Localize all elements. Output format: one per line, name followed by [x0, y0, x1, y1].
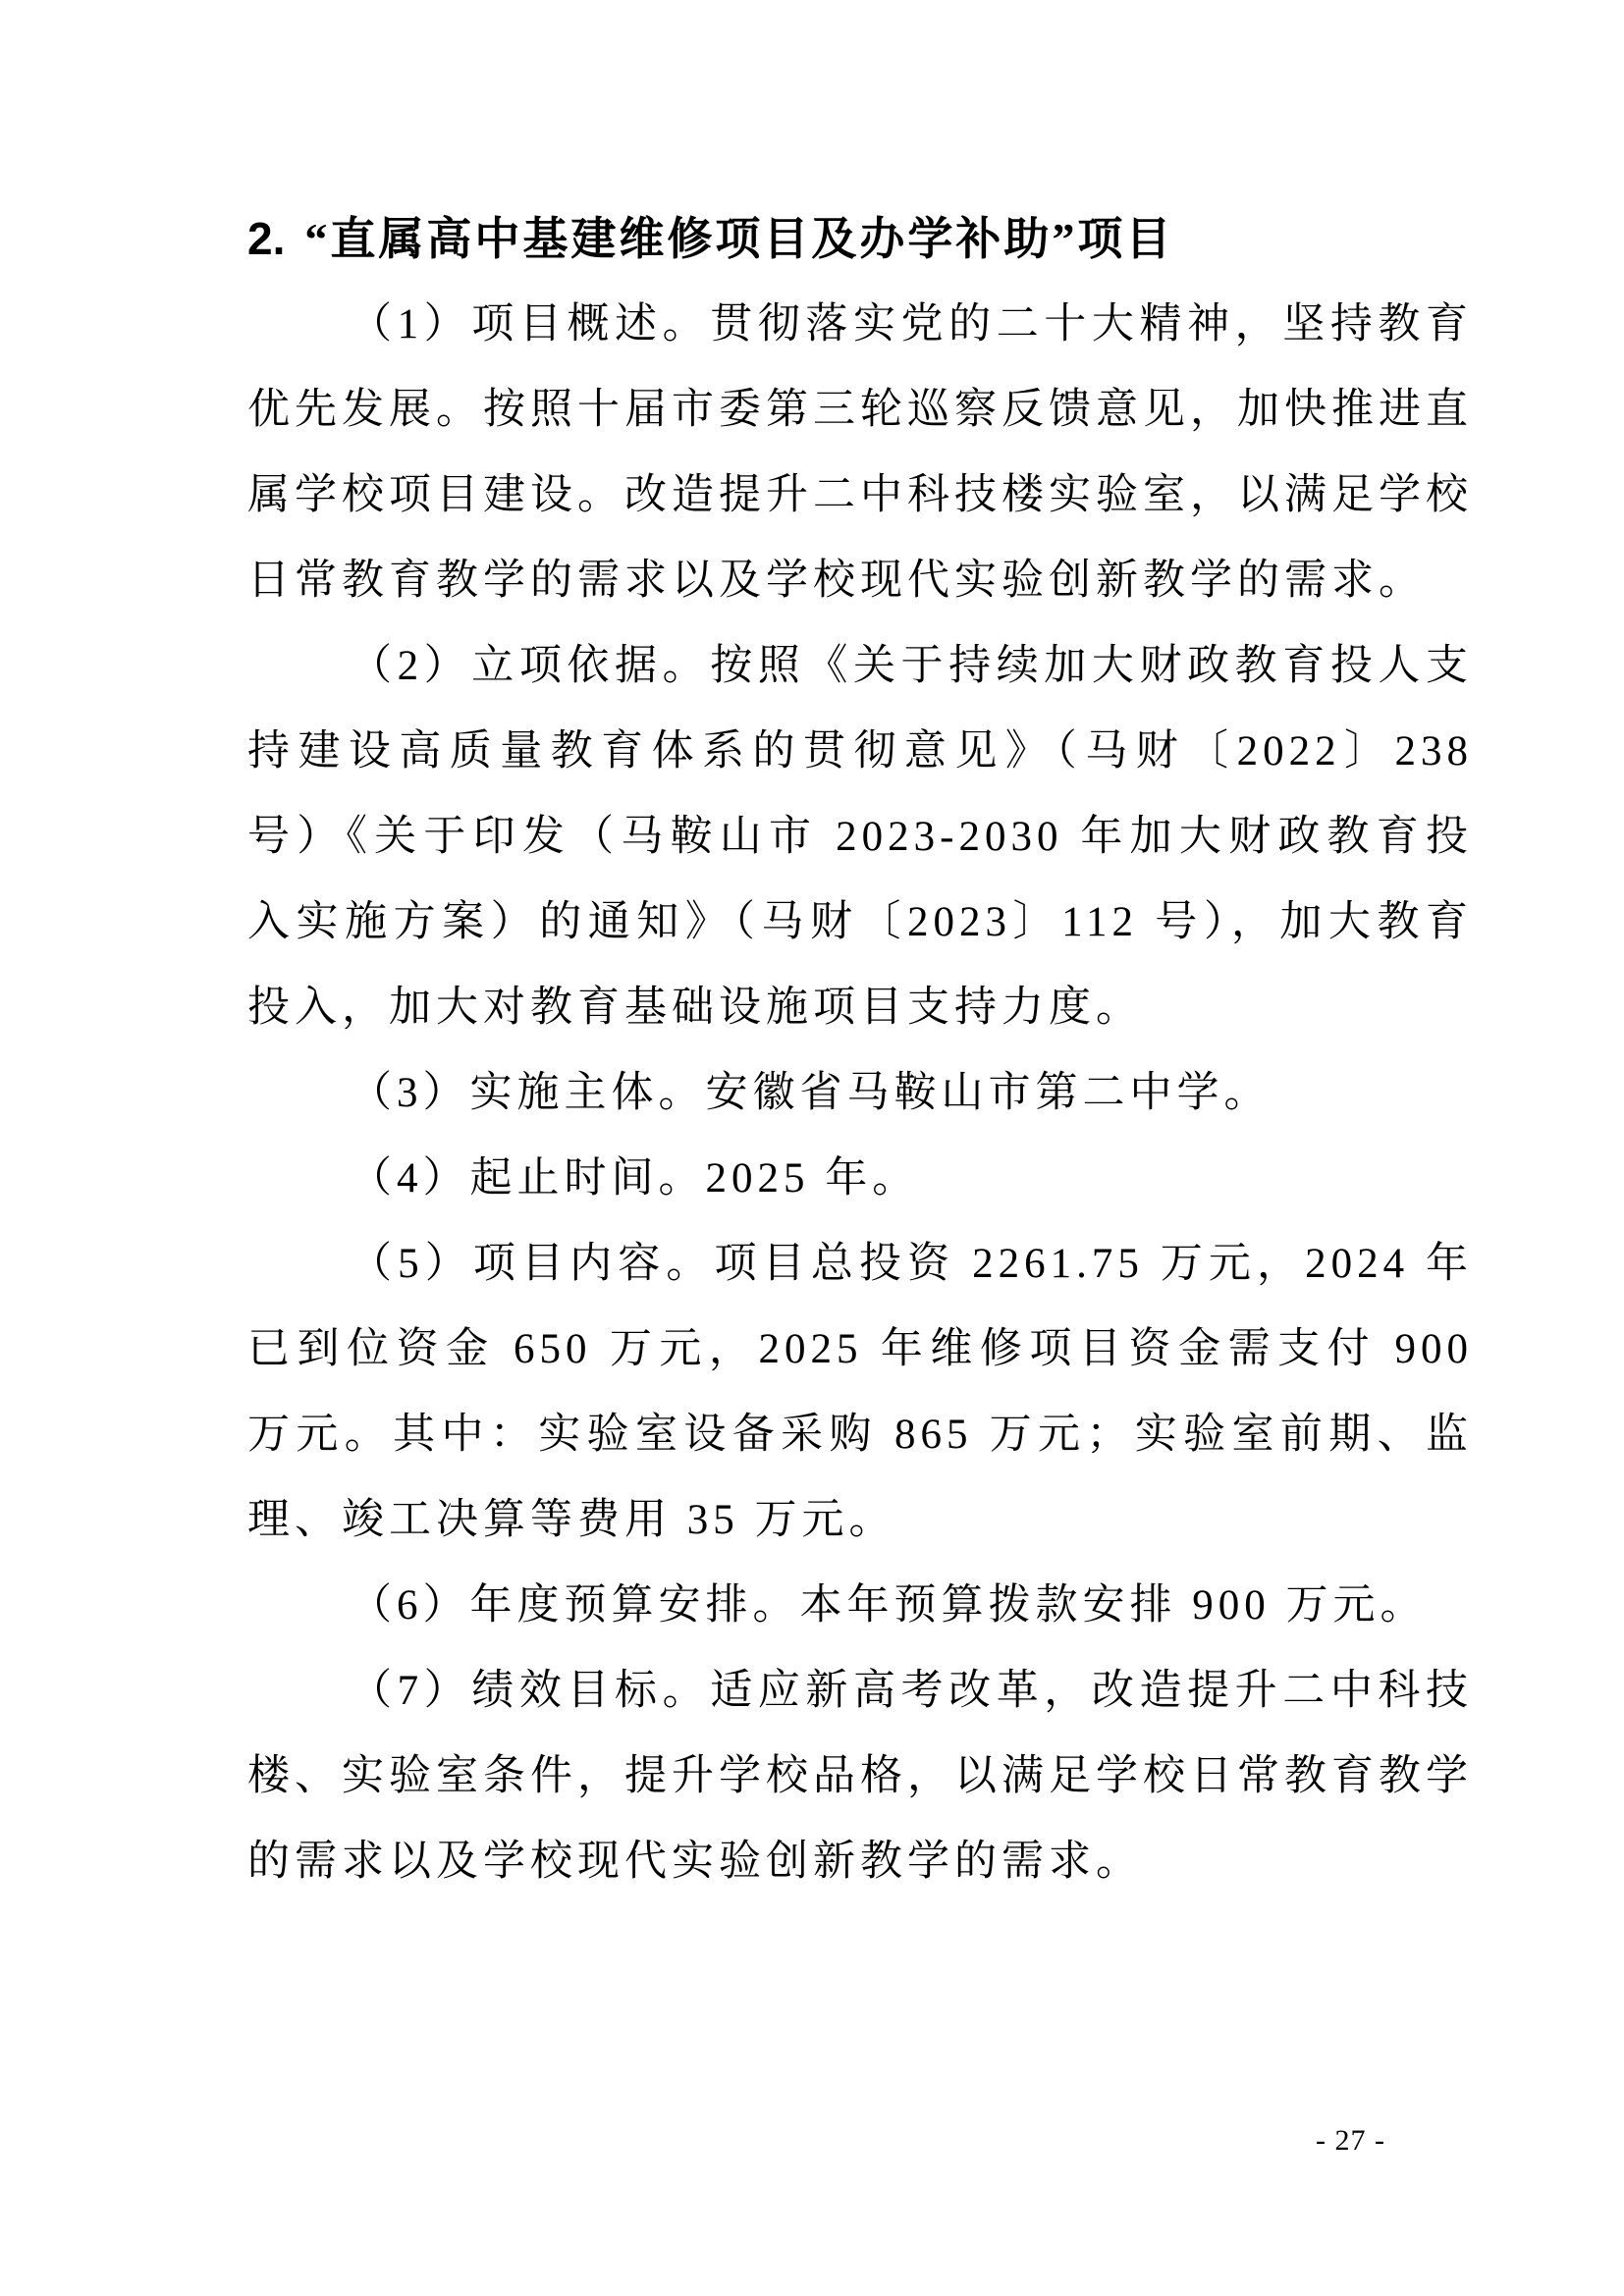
paragraph-project-content: （5）项目内容。项目总投资 2261.75 万元，2024 年已到位资金 650 万元，2025 年维修项目资金需支付 900 万元。其中：实验室设备采购 865 万元；实验室前期、监理、竣工决算等费用 35 万元。 — [247, 1241, 1473, 1543]
section-heading-number: 2. — [247, 213, 286, 264]
paragraph-approval-basis: （2）立项依据。按照《关于持续加大财政教育投人支持建设高质量教育体系的贯彻意见》（马财〔2022〕238 号）《关于印发（马鞍山市 2023-2030 年加大财政教育投入实施方案）的通知》（马财〔2023〕112 号），加大教育投入，加大对教育基础设施项目支持力度。 — [247, 643, 1473, 1031]
paragraph-implementing-entity: （3）实施主体。安徽省马鞍山市第二中学。 — [350, 1070, 1272, 1116]
page-number: - 27 - — [1316, 2124, 1385, 2157]
paragraph-performance-goals: （7）绩效目标。适应新高考改革，改造提升二中科技楼、实验室条件，提升学校品格，以满足学校日常教育教学的需求以及学校现代实验创新教学的需求。 — [247, 1668, 1473, 1885]
paragraph-time-period: （4）起止时间。2025 年。 — [350, 1155, 920, 1201]
section-heading — [247, 196, 1473, 282]
paragraph-annual-budget: （6）年度预算安排。本年预算拨款安排 900 万元。 — [350, 1582, 1428, 1629]
section-heading-title: “直属高中基建维修项目及办学补助”项目 — [304, 214, 1174, 264]
paragraph-project-overview: （1）项目概述。贯彻落实党的二十大精神，坚持教育优先发展。按照十届市委第三轮巡察反馈意见，加快推进直属学校项目建设。改造提升二中科技楼实验室，以满足学校日常教育教学的需求以及学校现代实验创新教学的需求。 — [247, 301, 1473, 604]
document-body — [247, 196, 1473, 1904]
